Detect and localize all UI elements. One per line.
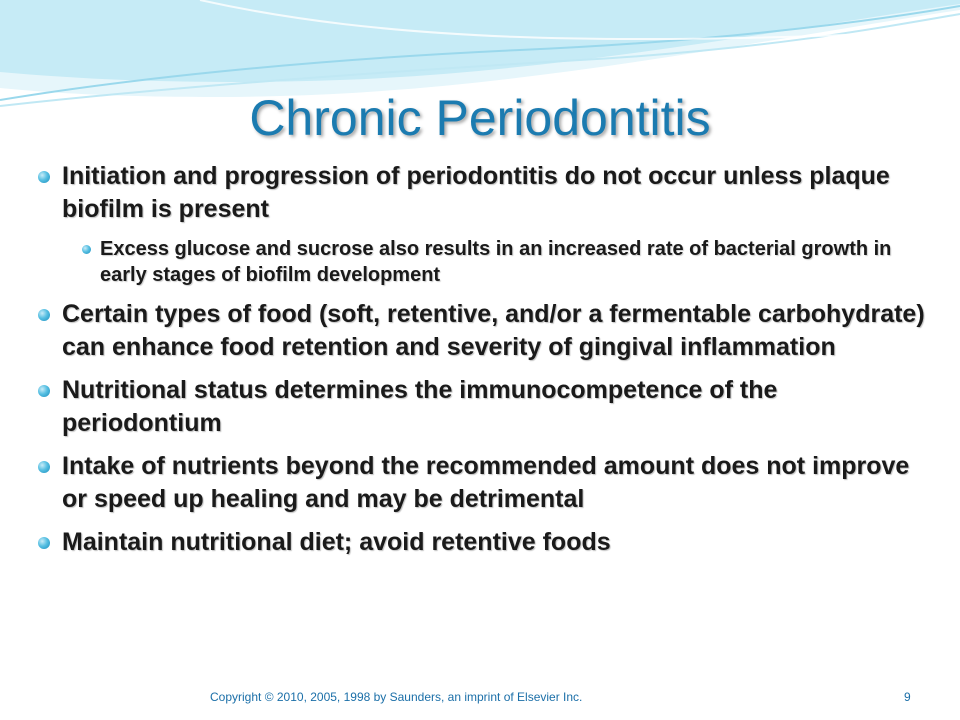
bullet-item xyxy=(38,298,933,364)
bullet-icon xyxy=(38,461,50,473)
bullet-item xyxy=(38,160,933,226)
bullet-list xyxy=(38,160,933,569)
bullet-icon xyxy=(38,309,50,321)
bullet-icon xyxy=(38,385,50,397)
copyright-footer: Copyright © 2010, 2005, 1998 by Saunders, an imprint of Elsevier Inc. xyxy=(210,690,583,704)
bullet-text: Certain types of food (soft, retentive, and/or a fermentable carbohydrate) can enhance food retention and severity of gingival inflammation xyxy=(62,300,925,361)
bullet-text: Maintain nutritional diet; avoid retentive foods xyxy=(62,528,611,556)
bullet-text: Initiation and progression of periodontitis do not occur unless plaque biofilm is present xyxy=(62,162,890,223)
bullet-icon xyxy=(38,171,50,183)
bullet-item xyxy=(38,526,933,559)
bullet-text: Intake of nutrients beyond the recommended amount does not improve or speed up healing and may be detrimental xyxy=(62,452,910,513)
sub-bullet-text: Excess glucose and sucrose also results in an increased rate of bacterial growth in early stages of biofilm development xyxy=(100,238,892,286)
bullet-item xyxy=(38,374,933,440)
bullet-icon xyxy=(38,537,50,549)
slide-title: Chronic Periodontitis xyxy=(249,90,711,146)
page-number: 9 xyxy=(904,690,911,704)
bullet-item xyxy=(38,450,933,516)
sub-bullet-item xyxy=(80,236,933,288)
bullet-icon xyxy=(82,245,91,254)
bullet-text: Nutritional status determines the immunocompetence of the periodontium xyxy=(62,376,778,437)
